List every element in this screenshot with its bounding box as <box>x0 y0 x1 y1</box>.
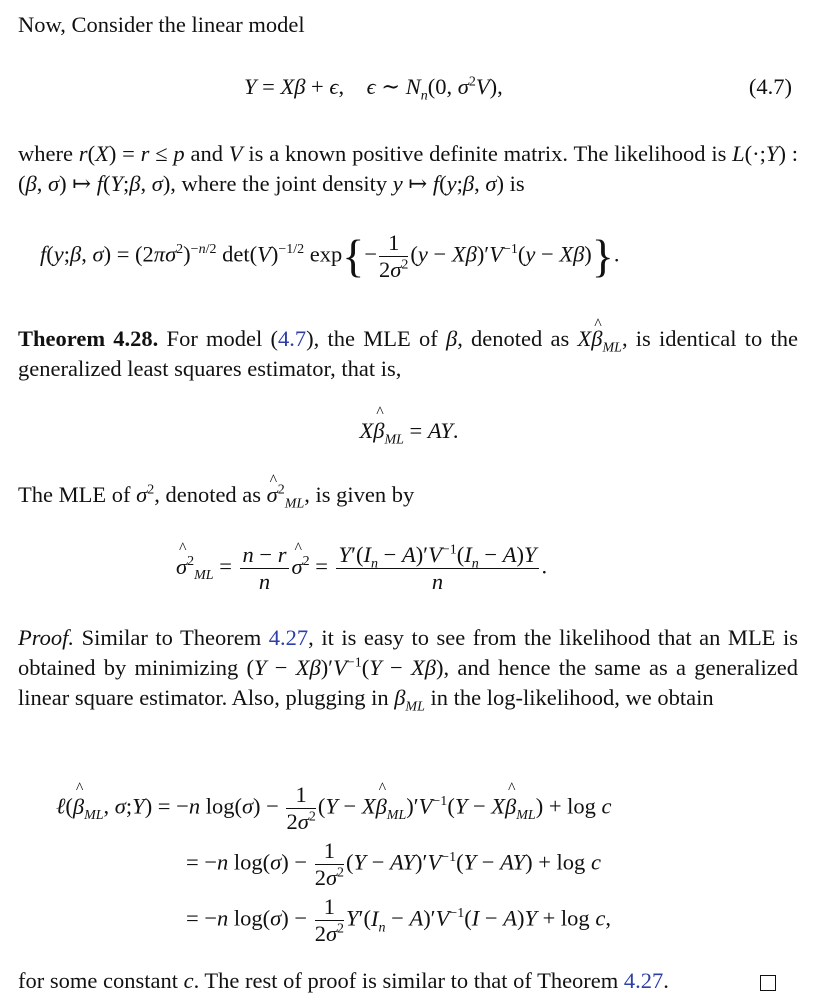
proof-label: Proof. <box>18 625 75 650</box>
qed-box-icon <box>760 975 776 991</box>
gls-equation: X^ $\beta_{ML}$ = AY. <box>0 418 818 444</box>
mle-sigma-text: The MLE of $\sigma^2$, denoted as ^ $\sigma^2_{ML}$, is given by <box>18 480 798 510</box>
log-likelihood-equations <box>0 772 818 946</box>
log-likelihood-line-1: ℓ(^ $\beta_{ML}$, σ;Y) = −n log(σ) − $\frac{1}{2\sigma^2}$ (Y − X^ $\beta_{ML})'V^{-1}(Y$ − X^ $\beta_{ML}) + \log c$ <box>56 782 612 835</box>
theorem-4-28: Theorem 4.28. For model (4.7), the MLE of β, denoted as X^ $\beta_{ML}$, is identical to the generalized least squares estimator, that is, <box>18 324 798 384</box>
where-paragraph: where r(X) = r ≤ p and V is a known positive definite matrix. The likelihood is L(·;Y) : (β, σ) ↦ f(Y;β, σ), where the joint density y ↦ f(y;β, σ) is <box>18 141 799 196</box>
theorem-ref-link-final[interactable]: 4.27 <box>623 968 664 993</box>
log-likelihood-line-2: = −n log(σ) − $\frac{1}{2\sigma^2}$ $(Y - AY)'V^{-1}(Y - AY) + \log c$ <box>186 838 601 890</box>
proof-paragraph: Proof. Similar to Theorem 4.27, it is easy to see from the likelihood that an MLE is obtained by minimizing $(Y - X\beta)'V^{-1}(Y - X\beta)$, and hence the same as a generalized linear square estimator. Also, plugging in $\beta_{ML}$ in the log-likelihood, we obtain <box>18 625 798 715</box>
theorem-label: Theorem 4.28. <box>18 326 159 351</box>
proof-conclusion: for some constant c. The rest of proof is similar to that of Theorem 4.27. <box>18 966 798 996</box>
theorem-ref-link[interactable]: 4.27 <box>268 625 309 650</box>
intro-text: Now, Consider the linear model <box>18 12 305 37</box>
equation-4-7-body: Y = Xβ + ϵ, ϵ ∼ $N_n(0$, $\sigma^2V$), <box>244 74 503 104</box>
log-likelihood-line-3: = −n log(σ) − $\frac{1}{2\sigma^2}$ $Y'(I_n - A)'V^{-1}(I - A)Y + \log c$, <box>186 894 611 946</box>
equation-number[interactable]: (4.7) <box>748 74 792 99</box>
equation-ref-link[interactable]: 4.7 <box>278 326 307 351</box>
